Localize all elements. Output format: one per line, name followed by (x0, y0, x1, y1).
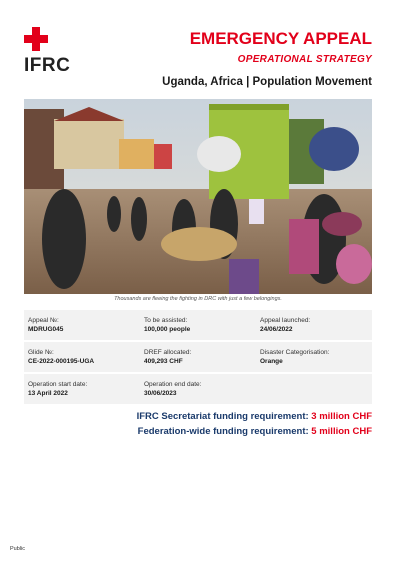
info-value: CE-2022-000195-UGA (28, 358, 95, 365)
info-value: 24/06/2022 (260, 326, 293, 333)
page-subtitle: OPERATIONAL STRATEGY (237, 54, 372, 65)
ifrc-logo (24, 27, 84, 77)
info-value: 409,293 CHF (144, 358, 183, 365)
info-label: Operation start date: (28, 381, 88, 388)
red-crescent-icon (51, 27, 75, 51)
info-cell-empty (256, 374, 372, 404)
info-label: To be assisted: (144, 317, 188, 324)
info-cell-glide-number (24, 342, 140, 372)
info-label: Disaster Categorisation: (260, 349, 330, 356)
info-label: Operation end date: (144, 381, 202, 388)
info-value: 13 April 2022 (28, 390, 68, 397)
info-cell-end-date (140, 374, 256, 404)
funding-amount: 3 million CHF (311, 411, 372, 422)
info-cell-appeal-number (24, 310, 140, 340)
info-label: DREF allocated: (144, 349, 192, 356)
info-label: Glide №: (28, 349, 54, 356)
funding-requirement-federation (138, 426, 372, 437)
cover-photo (24, 99, 372, 294)
info-cell-appeal-launched (256, 310, 372, 340)
info-cell-dref-allocated (140, 342, 256, 372)
red-cross-icon (24, 27, 48, 51)
info-row (24, 342, 372, 372)
info-label: Appeal launched: (260, 317, 311, 324)
logo-text: IFRC (24, 55, 71, 76)
classification-label: Public (10, 546, 25, 552)
appeal-info-table (24, 310, 372, 406)
photo-caption: Thousands are fleeing the fighting in DRC with just a few belongings. (114, 296, 282, 302)
info-value: 100,000 people (144, 326, 191, 333)
funding-amount: 5 million CHF (311, 426, 372, 437)
funding-label: Federation-wide funding requirement: (137, 426, 312, 437)
category-badge: Orange (260, 358, 283, 365)
info-label: Appeal №: (28, 317, 59, 324)
info-row (24, 310, 372, 340)
location-heading: Uganda, Africa | Population Movement (162, 76, 372, 88)
info-value: 30/06/2023 (144, 390, 177, 397)
info-row (24, 374, 372, 404)
info-cell-to-be-assisted (140, 310, 256, 340)
page-title: EMERGENCY APPEAL (189, 29, 372, 48)
funding-label: IFRC Secretariat funding requirement: (136, 411, 312, 422)
info-cell-disaster-category (256, 342, 372, 372)
funding-requirement-secretariat (137, 411, 372, 422)
info-cell-start-date (24, 374, 140, 404)
info-value: MDRUG045 (28, 326, 64, 333)
